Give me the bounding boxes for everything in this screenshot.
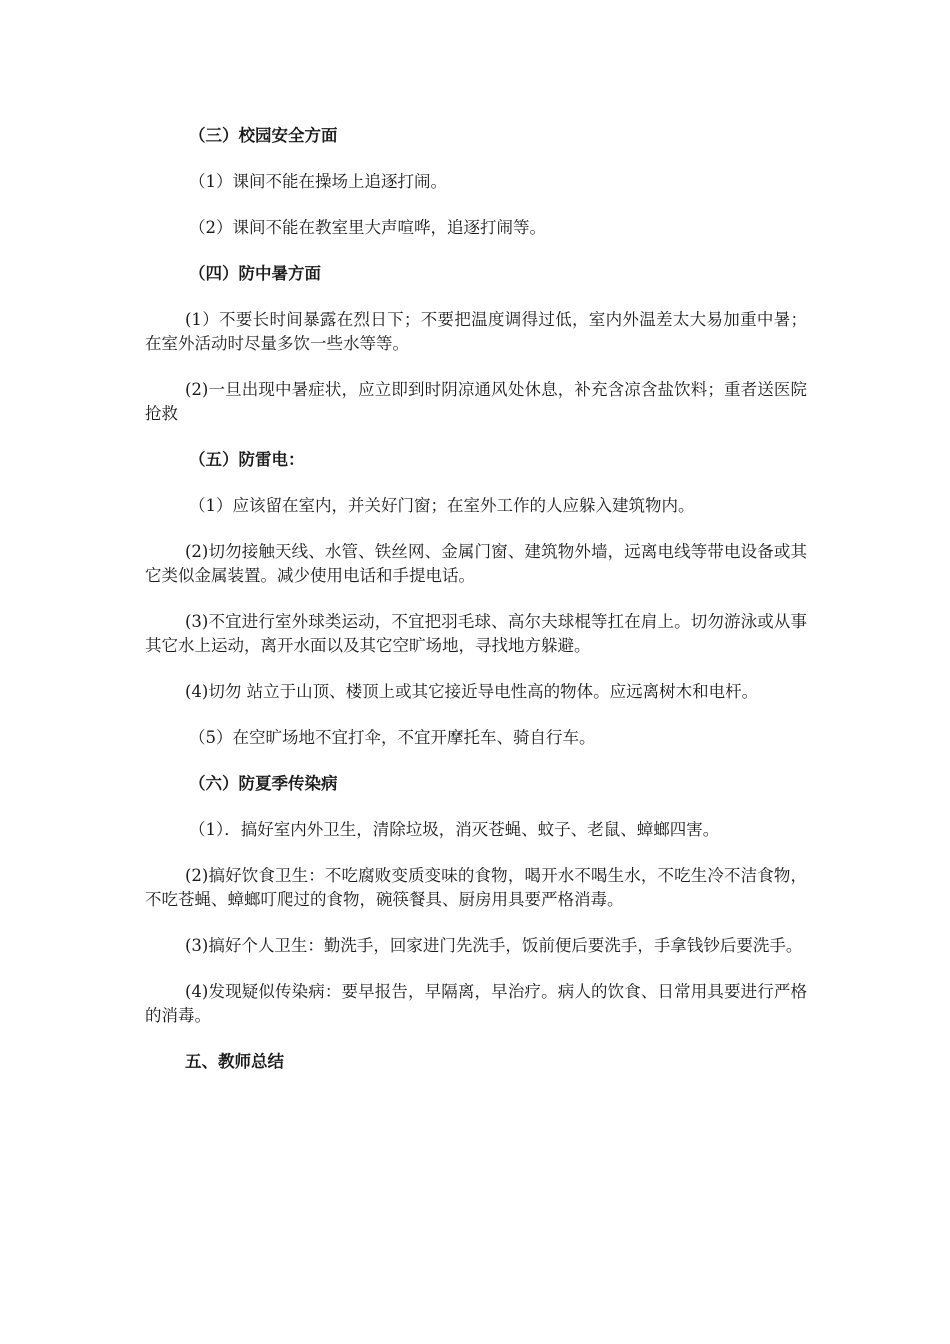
section-heading-teacher-summary: 五、教师总结: [185, 1052, 284, 1071]
section-heading-lightning: （五）防雷电：: [189, 450, 305, 469]
heatstroke-item-1: (1）不要长时间暴露在烈日下；不要把温度调得过低，室内外温差太大易加重中暑；在室外活动时尽量多饮一些水等等。: [145, 310, 807, 353]
summer-disease-item-1: （1）．搞好室内外卫生，清除垃圾，消灭苍蝇、蚊子、老鼠、蟑螂四害。: [189, 820, 720, 839]
campus-safety-item-1: （1）课间不能在操场上追逐打闹。: [189, 172, 447, 191]
lightning-item-5: （5）在空旷场地不宜打伞，不宜开摩托车、骑自行车。: [189, 728, 596, 747]
summer-disease-item-3: (3)搞好个人卫生：勤洗手，回家进门先洗手，饭前便后要洗手，手拿钱钞后要洗手。: [185, 936, 803, 955]
section-heading-campus-safety: （三）校园安全方面: [189, 126, 338, 145]
campus-safety-item-2: （2）课间不能在教室里大声喧哗，追逐打闹等。: [189, 218, 546, 237]
lightning-item-2: (2)切勿接触天线、水管、铁丝网、金属门窗、建筑物外墙，远离电线等带电设备或其它类似金属装置。减少使用电话和手提电话。: [145, 542, 807, 585]
heatstroke-item-2: (2)一旦出现中暑症状，应立即到时阴凉通风处休息，补充含凉含盐饮料；重者送医院抢救: [145, 380, 807, 423]
document-body: [145, 124, 807, 1096]
summer-disease-item-2: (2)搞好饮食卫生：不吃腐败变质变味的食物，喝开水不喝生水，不吃生冷不洁食物，不吃苍蝇、蟑螂叮爬过的食物，碗筷餐具、厨房用具要严格消毒。: [145, 866, 807, 909]
lightning-item-1: （1）应该留在室内，并关好门窗；在室外工作的人应躲入建筑物内。: [189, 496, 695, 515]
summer-disease-item-4: (4)发现疑似传染病：要早报告，早隔离，早治疗。病人的饮食、日常用具要进行严格的消毒。: [145, 982, 807, 1025]
section-heading-summer-disease: （六）防夏季传染病: [189, 774, 338, 793]
section-heading-heatstroke: （四）防中暑方面: [189, 264, 321, 283]
lightning-item-3: (3)不宜进行室外球类运动，不宜把羽毛球、高尔夫球棍等扛在肩上。切勿游泳或从事其它水上运动，离开水面以及其它空旷场地，寻找地方躲避。: [145, 612, 807, 655]
lightning-item-4: (4)切勿 站立于山顶、楼顶上或其它接近导电性高的物体。应远离树木和电杆。: [185, 682, 759, 701]
